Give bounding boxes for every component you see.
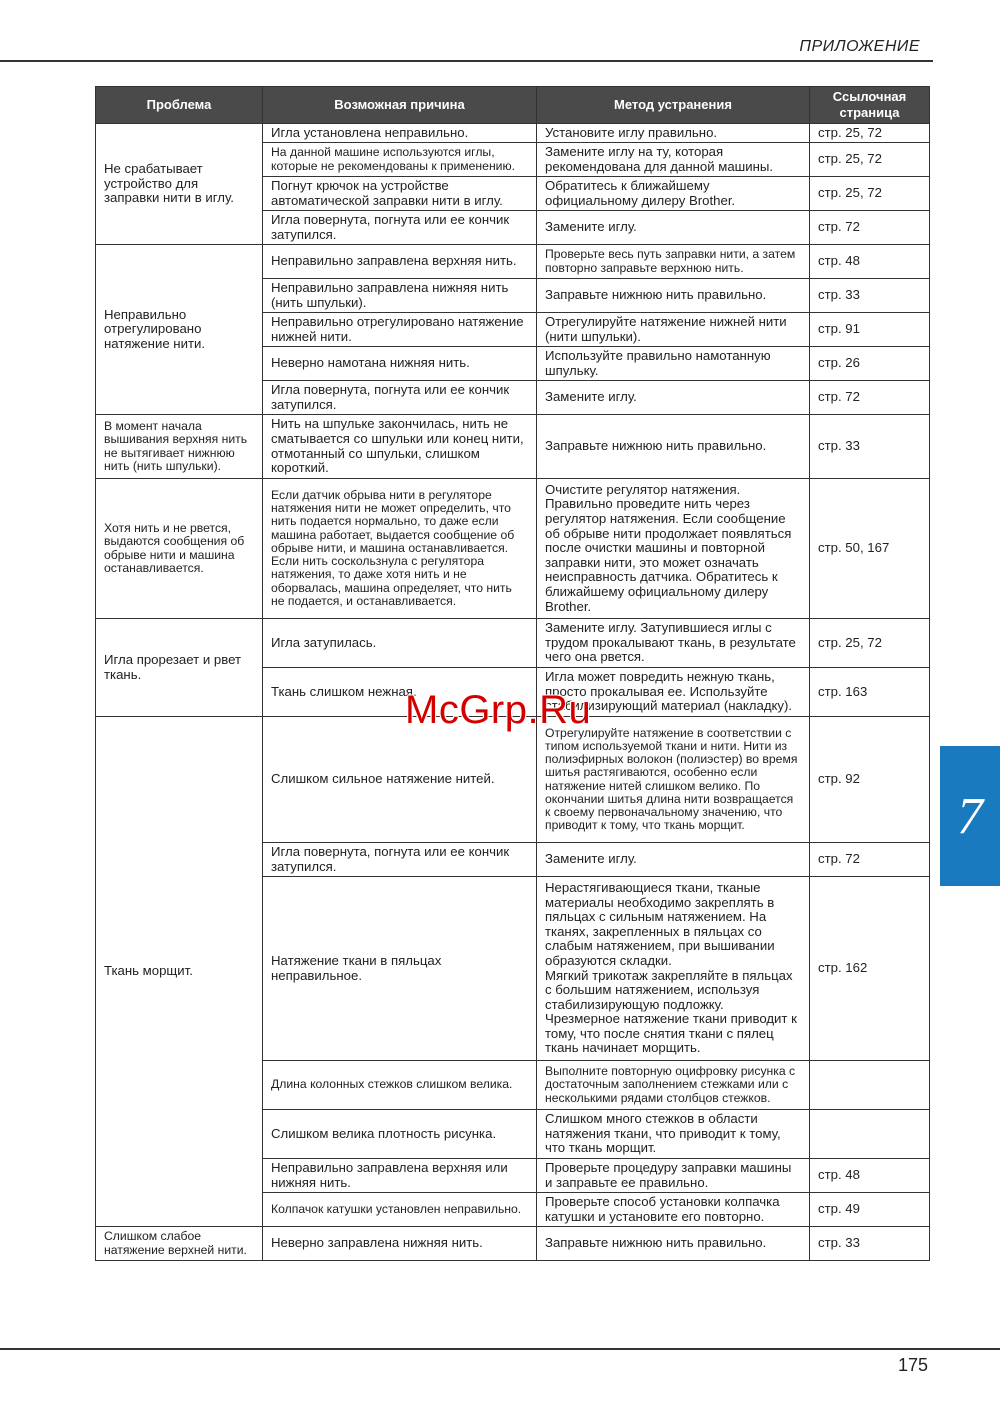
fix-cell: Заправьте нижнюю нить правильно. <box>537 279 810 313</box>
ref-cell: стр. 33 <box>810 279 930 313</box>
ref-cell: стр. 26 <box>810 347 930 381</box>
problem-cell: Не срабатывает устройство для заправки нити в иглу. <box>96 124 263 245</box>
ref-cell: стр. 25, 72 <box>810 143 930 177</box>
cause-cell: Игла установлена неправильно. <box>263 124 537 143</box>
fix-cell: Игла может повредить нежную ткань, просто прокалывая ее. Используйте стабилизирующий материал (накладку). <box>537 668 810 717</box>
fix-cell: Проверьте способ установки колпачка катушки и установите его повторно. <box>537 1193 810 1227</box>
fix-cell: Замените иглу. <box>537 843 810 877</box>
problem-cell: Неправильно отрегулировано натяжение нити. <box>96 245 263 415</box>
cause-cell: Неправильно отрегулировано натяжение нижней нити. <box>263 313 537 347</box>
fix-cell: Выполните повторную оцифровку рисунка с достаточным заполнением стежками или с несколькими рядами столбцов стежков. <box>537 1061 810 1110</box>
cause-cell: Неправильно заправлена верхняя или нижняя нить. <box>263 1159 537 1193</box>
fix-cell: Используйте правильно намотанную шпульку. <box>537 347 810 381</box>
table-row <box>96 124 930 143</box>
ref-cell: стр. 72 <box>810 843 930 877</box>
problem-cell: Хотя нить и не рвется, выдаются сообщения об обрыве нити и машина останавливается. <box>96 479 263 619</box>
table-row <box>96 619 930 668</box>
cause-cell: Неправильно заправлена верхняя нить. <box>263 245 537 279</box>
table-row <box>96 1227 930 1261</box>
troubleshooting-table <box>95 86 930 1261</box>
ref-cell: стр. 163 <box>810 668 930 717</box>
fix-cell: Замените иглу. Затупившиеся иглы с трудом прокалывают ткань, в результате чего она рвется. <box>537 619 810 668</box>
table-row <box>96 245 930 279</box>
ref-cell: стр. 72 <box>810 381 930 415</box>
page-number: 175 <box>897 1355 928 1375</box>
ref-cell: стр. 25, 72 <box>810 177 930 211</box>
table-row <box>96 415 930 479</box>
fix-cell <box>537 877 810 1061</box>
watermark: McGrp.Ru <box>405 688 592 732</box>
chapter-tab: 7 <box>940 746 1000 886</box>
fix-cell: Отрегулируйте натяжение в соответствии с типом используемой ткани и нити. Нити из полиэфирных волокон (полиэстер) во время шитья растягиваются, особенно если натяжение нитей слишком велико. По окончании шитья длина нити возвращается к своему первоначальному значению, что приводит к тому, что ткань морщит. <box>537 717 810 843</box>
ref-cell: стр. 50, 167 <box>810 479 930 619</box>
cause-cell: На данной машине используются иглы, которые не рекомендованы к применению. <box>263 143 537 177</box>
problem-cell: Слишком слабое натяжение верхней нити. <box>96 1227 263 1261</box>
cause-cell: Колпачок катушки установлен неправильно. <box>263 1193 537 1227</box>
section-title: ПРИЛОЖЕНИЕ <box>799 38 920 55</box>
ref-cell: стр. 25, 72 <box>810 619 930 668</box>
ref-cell: стр. 49 <box>810 1193 930 1227</box>
fix-cell: Очистите регулятор натяжения. Правильно проведите нить через регулятор натяжения. Если сообщение об обрыве нити продолжает появляться после очистки машины и повторной заправки нити, это может означать неисправность датчика. Обратитесь к ближайшему официальному дилеру Brother. <box>537 479 810 619</box>
col-header-problem: Проблема <box>96 87 263 124</box>
ref-cell <box>810 1061 930 1110</box>
fix-cell: Обратитесь к ближайшему официальному дилеру Brother. <box>537 177 810 211</box>
ref-cell: стр. 162 <box>810 877 930 1061</box>
col-header-fix: Метод устранения <box>537 87 810 124</box>
fix-paragraph: Нерастягивающиеся ткани, тканые материалы необходимо закреплять в пяльцах с сильным натяжением. На тканях, закрепленных в пяльцах со слабым натяжением, при вышивании образуются складки. <box>545 879 775 968</box>
fix-cell: Проверьте процедуру заправки машины и заправьте ее правильно. <box>537 1159 810 1193</box>
ref-cell: стр. 33 <box>810 1227 930 1261</box>
problem-cell: В момент начала вышивания верхняя нить не вытягивает нижнюю нить (нить шпульки). <box>96 415 263 479</box>
cause-cell: Длина колонных стежков слишком велика. <box>263 1061 537 1110</box>
cause-cell: Если датчик обрыва нити в регуляторе натяжения нити не может определить, что нить подается нормально, то даже если машина работает, выдается сообщение об обрыве нити, и машина останавливается. Если нить соскользнула с регулятора натяжения, то даже хотя нить и не оборвалась, машина определяет, что нить не подается, и останавливается. <box>263 479 537 619</box>
col-header-cause: Возможная причина <box>263 87 537 124</box>
fix-cell: Заправьте нижнюю нить правильно. <box>537 415 810 479</box>
cause-cell: Ткань слишком нежная. <box>263 668 537 717</box>
footer-rule <box>0 1348 1000 1350</box>
fix-paragraph: Мягкий трикотаж закрепляйте в пяльцах с большим натяжением, используя стабилизирующую подложку. <box>545 967 793 1012</box>
cause-cell: Игла повернута, погнута или ее кончик затупился. <box>263 211 537 245</box>
table-row <box>96 717 930 843</box>
ref-cell: стр. 72 <box>810 211 930 245</box>
cause-cell: Игла повернута, погнута или ее кончик затупился. <box>263 381 537 415</box>
fix-cell: Установите иглу правильно. <box>537 124 810 143</box>
fix-cell: Замените иглу. <box>537 211 810 245</box>
problem-cell: Игла прорезает и рвет ткань. <box>96 619 263 717</box>
header-rule <box>0 60 933 62</box>
cause-cell: Неверно заправлена нижняя нить. <box>263 1227 537 1261</box>
cause-cell: Слишком велика плотность рисунка. <box>263 1110 537 1159</box>
ref-cell: стр. 25, 72 <box>810 124 930 143</box>
cause-cell: Погнут крючок на устройстве автоматической заправки нити в иглу. <box>263 177 537 211</box>
ref-cell: стр. 48 <box>810 245 930 279</box>
ref-cell: стр. 91 <box>810 313 930 347</box>
fix-cell: Замените иглу. <box>537 381 810 415</box>
fix-cell: Заправьте нижнюю нить правильно. <box>537 1227 810 1261</box>
table-row <box>96 479 930 619</box>
fix-cell: Слишком много стежков в области натяжения ткани, что приводит к тому, что ткань морщит. <box>537 1110 810 1159</box>
fix-paragraph: Чрезмерное натяжение ткани приводит к тому, что после снятия ткани с пялец ткань начинает морщить. <box>545 1011 797 1056</box>
cause-cell: Неправильно заправлена нижняя нить (нить шпульки). <box>263 279 537 313</box>
ref-cell <box>810 1110 930 1159</box>
col-header-ref: Ссылочная страница <box>810 87 930 124</box>
cause-cell: Нить на шпульке закончилась, нить не сматывается со шпульки или конец нити, отмотанный со шпульки, слишком короткий. <box>263 415 537 479</box>
fix-cell: Отрегулируйте натяжение нижней нити (нити шпульки). <box>537 313 810 347</box>
ref-cell: стр. 48 <box>810 1159 930 1193</box>
cause-cell: Слишком сильное натяжение нитей. <box>263 717 537 843</box>
fix-cell: Замените иглу на ту, которая рекомендована для данной машины. <box>537 143 810 177</box>
table-header-row <box>96 87 930 124</box>
cause-cell: Натяжение ткани в пяльцах неправильное. <box>263 877 537 1061</box>
ref-cell: стр. 33 <box>810 415 930 479</box>
problem-cell: Ткань морщит. <box>96 717 263 1227</box>
cause-cell: Неверно намотана нижняя нить. <box>263 347 537 381</box>
ref-cell: стр. 92 <box>810 717 930 843</box>
fix-cell: Проверьте весь путь заправки нити, а затем повторно заправьте верхнюю нить. <box>537 245 810 279</box>
cause-cell: Игла затупилась. <box>263 619 537 668</box>
cause-cell: Игла повернута, погнута или ее кончик затупился. <box>263 843 537 877</box>
